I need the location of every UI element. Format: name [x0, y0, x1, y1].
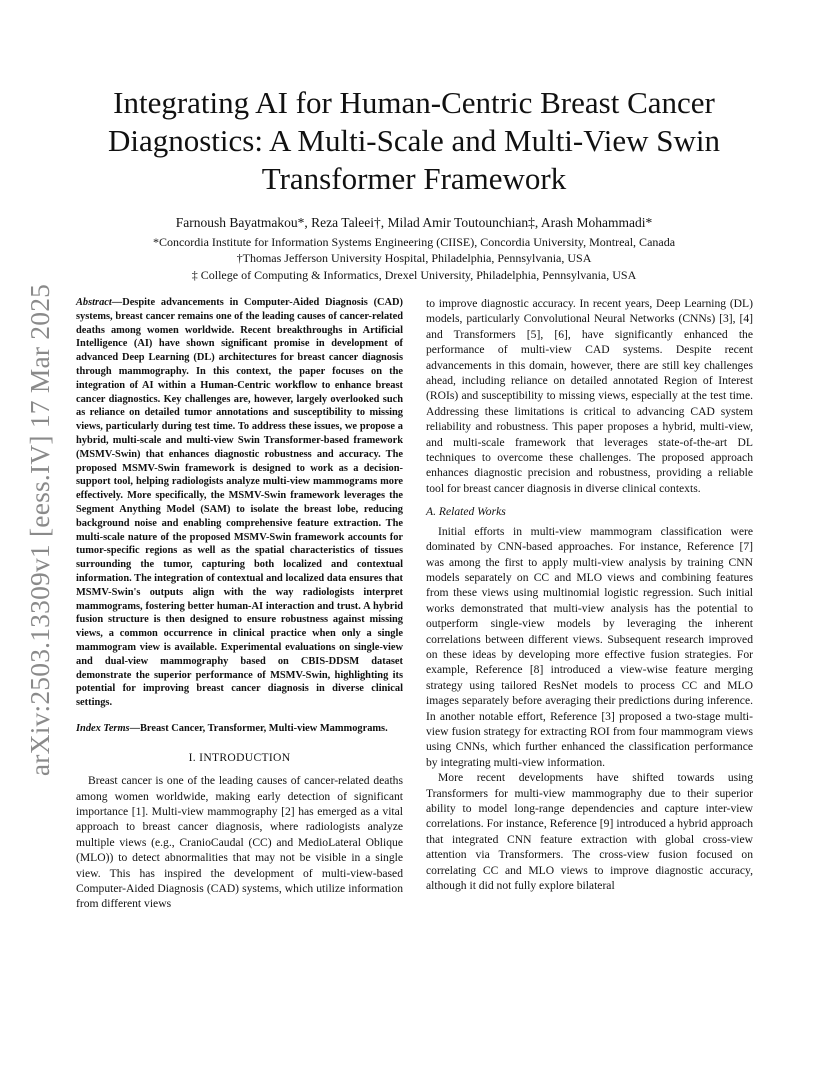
arxiv-side-stamp: [22, 282, 58, 778]
abstract-label: Abstract: [76, 297, 112, 308]
index-terms: [76, 722, 403, 736]
intro-paragraph-continued: to improve diagnostic accuracy. In recent years, Deep Learning (DL) models, particularly Convolutional Neural Networks (CNNs) [3], [4] and Transformers [5], [6], have significantly enhanced the performance of multi-view CAD systems. Despite recent advancements in this domain, however, there are still key challenges ahead, including reliance on detailed annotated Region of Interest (ROIs) and susceptibility to missing views, especially at the test time. Addressing these limitations is critical to advancing CAD system reliability and robustness. This paper proposes a hybrid, multi-view, and multi-scale framework that leverages state-of-the-art DL techniques to overcome these challenges. The proposed approach enhances diagnostic precision and robustness, providing a reliable tool for breast cancer diagnosis in diverse clinical contexts.: [426, 297, 753, 495]
intro-paragraph-1: Breast cancer is one of the leading causes of cancer-related deaths among women worldwide, making early detection of significant importance [1]. Multi-view mammography [2] has emerged as a vital approach to breast cancer diagnosis, where radiologists analyze multiple views (e.g., CranioCaudal (CC) and MedioLateral Oblique (MLO)) to detect abnormalities that may not be visible in a single view. This has inspired the development of multi-view-based Computer-Aided Diagnosis (CAD) systems, which utilize information from different views: [76, 774, 403, 911]
abstract: [76, 296, 403, 710]
paper-title: Integrating AI for Human-Centric Breast Cancer Diagnostics: A Multi-Scale and Multi-View Swin Transformer Framework: [107, 85, 721, 196]
right-column: [426, 296, 753, 893]
affiliation-3: ‡ College of Computing & Informatics, Drexel University, Philadelphia, Pennsylvania, USA: [191, 268, 637, 282]
related-works-paragraph-1: Initial efforts in multi-view mammogram classification were dominated by CNN-based approaches. For instance, Reference [7] was among the first to apply multi-view analysis by training CNN models separately on CC and MLO views and combining features from these views using multinomial logistic regression. Such initial works demonstrated that multi-view analysis has the potential to outperform single-view models by leveraging the inherent correlations between different views. Subsequent research improved on these ideas by developing more effective fusion strategies. For example, Reference [8] introduced a view-wise feature merging strategy using tailored ResNet models to process CC and MLO images separately before averaging their predictions during inference. In another notable effort, Reference [3] proposed a two-stage multi-view fusion strategy for extracting ROI from four mammogram views using CNNs, which further enhanced the classification performance by integrating multi-view information.: [426, 524, 753, 769]
affiliation-2: †Thomas Jefferson University Hospital, Philadelphia, Pennsylvania, USA: [236, 251, 592, 265]
left-column: [76, 296, 403, 912]
related-works-paragraph-2: More recent developments have shifted towards using Transformers for multi-view mammography due to their superior ability to model long-range dependencies and capture inter-view correlations. For instance, Reference [9] introduced a hybrid approach that integrated CNN feature extraction with global cross-view attention via Transformers. The cross-view fusion focused on correlating CC and MLO views to improve diagnostic accuracy, although it did not fully explore bilateral: [426, 771, 753, 893]
abstract-text: —Despite advancements in Computer-Aided Diagnosis (CAD) systems, breast cancer remains one of the leading causes of cancer-related deaths among women worldwide. Recent breakthroughs in Artificial Intelligence (AI) have shown significant promise in development of advanced Deep Learning (DL) architectures for breast cancer diagnosis through mammography. In this context, the paper focuses on the integration of AI within a Human-Centric workflow to enhance breast cancer diagnostics. Key challenges are, however, largely overlooked such as reliance on detailed tumor annotations and susceptibility to missing views, particularly during test time. To address these issues, we propose a hybrid, multi-scale and multi-view Swin Transformer-based framework (MSMV-Swin) that enhances diagnostic robustness and accuracy. The proposed MSMV-Swin framework is designed to work as a decision-support tool, helping radiologists analyze multi-view mammograms more effectively. More specifically, the MSMV-Swin framework leverages the Segment Anything Model (SAM) to isolate the breast lobe, reducing background noise and enabling comprehensive feature extraction. The multi-scale nature of the proposed MSMV-Swin framework accounts for tumor-specific regions as well as the spatial characteristics of tissues surrounding the tumor, capturing both localized and contextual information. The integration of contextual and localized data ensures that MSMV-Swin's outputs align with the way radiologists interpret mammograms, fostering better human-AI interaction and trust. A hybrid fusion structure is then designed to ensure robustness against missing views, a common occurrence in clinical practice when only a single mammogram view is available. Experimental evaluations on single-view and dual-view mammography based on CBIS-DDSM dataset demonstrate the superior performance of MSMV-Swin, highlighting its potential for improving breast cancer diagnosis in diverse clinical settings.: [76, 297, 403, 709]
index-terms-label: Index Terms: [76, 722, 130, 734]
arxiv-identifier: arXiv:2503.13309v1 [eess.IV] 17 Mar 2025: [24, 283, 55, 777]
section-heading-introduction: I. INTRODUCTION: [188, 750, 291, 764]
affiliation-1: *Concordia Institute for Information Systems Engineering (CIISE), Concordia University, Montreal, Canada: [152, 235, 676, 249]
author-list: Farnoush Bayatmakou*, Reza Taleei†, Milad Amir Toutounchian‡, Arash Mohammadi*: [175, 215, 653, 230]
index-terms-text: —Breast Cancer, Transformer, Multi-view Mammograms.: [129, 722, 388, 734]
subsection-heading-related-works: A. Related Works: [426, 505, 506, 519]
